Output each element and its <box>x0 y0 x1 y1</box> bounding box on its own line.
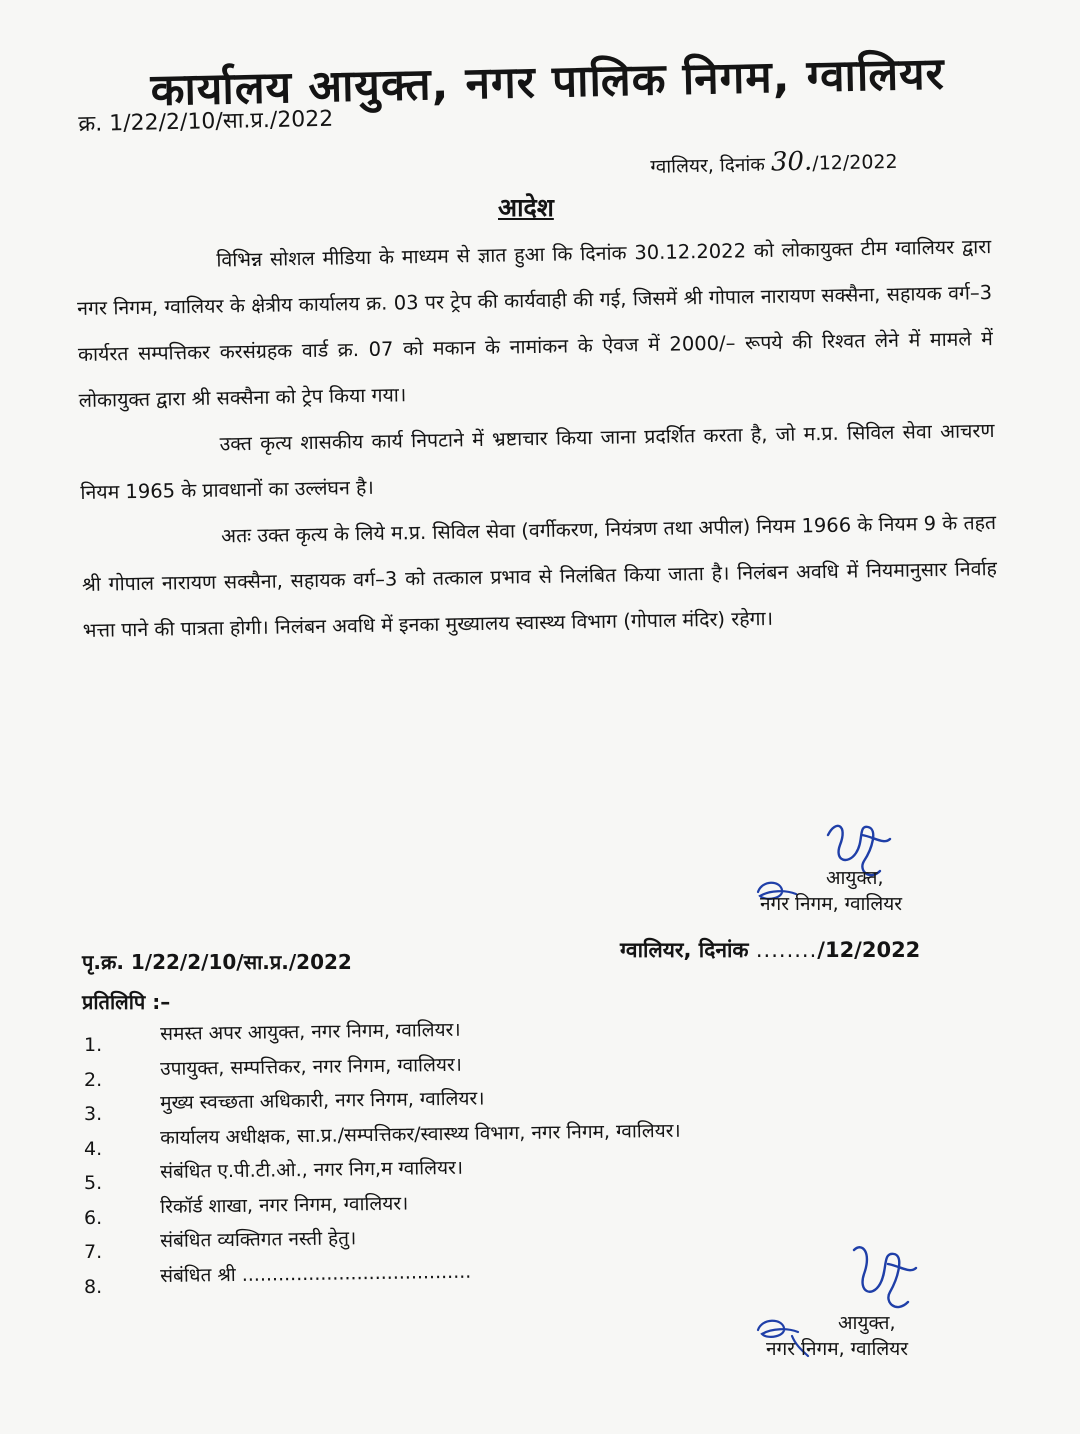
list-item-text: संबंधित श्री ...................................... <box>160 1260 472 1287</box>
issue-date <box>650 145 898 180</box>
signatory-designation: आयुक्त, <box>826 867 884 889</box>
list-item <box>82 1020 982 1055</box>
copy-date-prefix: ग्वालियर, दिनांक <box>620 938 756 962</box>
paragraph-1: विभिन्न सोशल मीडिया के माध्यम से ज्ञात हुआ कि दिनांक 30.12.2022 को लोकायुक्त टीम ग्वालियर द्वारा नगर निगम, ग्वालियर के क्षेत्रीय कार्यालय क्र. 03 पर ट्रेप की कार्यवाही की गई, जिसमें श्री गोपाल नारायण सक्सैना, सहायक वर्ग–3 कार्यरत सम्पत्तिकर करसंग्रहक वार्ड क्र. 07 को मकान के नामांकन के ऐवज में 2000/– रूपये की रिश्वत लेने में मामले में लोकायुक्त द्वारा श्री सक्सैना को ट्रेप किया गया। <box>76 235 994 412</box>
copy-date <box>620 936 920 964</box>
order-body <box>76 224 998 654</box>
paragraph-3: अतः उक्त कृत्य के लिये म.प्र. सिविल सेवा (वर्गीकरण, नियंत्रण तथा अपील) नियम 1966 के नियम 9 के तहत श्री गोपाल नारायण सक्सैना, सहायक वर्ग–3 को तत्काल प्रभाव से निलंबित किया जाता है। निलंबन अवधि में नियमानुसार निर्वाह भत्ता पाने की पात्रता होगी। निलंबन अवधि में इनका मुख्यालय स्वास्थ्य विभाग (गोपाल मंदिर) रहेगा। <box>81 510 998 642</box>
list-item-number: 5. <box>84 1172 103 1194</box>
list-item-number: 2. <box>84 1068 103 1091</box>
reference-number: क्र. 1/22/2/10/सा.प्र./2022 <box>78 106 334 137</box>
list-item <box>82 1158 982 1193</box>
date-suffix: /12/2022 <box>812 150 898 175</box>
paragraph-2: उक्त कृत्य शासकीय कार्य निपटाने में भ्रष्टाचार किया जाना प्रदर्शित करता है, जो म.प्र. सिविल सेवा आचरण नियम 1965 के प्रावधानों का उल्लंघन है। <box>80 419 995 504</box>
handwritten-day: 30. <box>770 146 813 178</box>
list-item-text: संबंधित ए.पी.टी.ओ., नगर निग,म ग्वालियर। <box>160 1156 464 1183</box>
list-item-text: उपायुक्त, सम्पत्तिकर, नगर निगम, ग्वालियर। <box>160 1053 463 1080</box>
copy-date-blank: ........ <box>755 938 818 962</box>
date-prefix: ग्वालियर, दिनांक <box>650 153 772 178</box>
list-item-number: 6. <box>84 1206 103 1229</box>
copy-reference-number: पृ.क्र. 1/22/2/10/सा.प्र./2022 <box>82 950 352 974</box>
list-item-number: 3. <box>84 1103 103 1125</box>
copy-date-suffix: /12/2022 <box>817 938 921 962</box>
list-item <box>82 1119 982 1160</box>
list-item-text: समस्त अपर आयुक्त, नगर निगम, ग्वालियर। <box>160 1018 461 1045</box>
list-item-text: संबंधित व्यक्तिगत नस्ती हेतु। <box>160 1227 357 1252</box>
list-item-number: 1. <box>84 1034 103 1056</box>
signatory-office: नगर निगम, ग्वालियर <box>760 893 903 915</box>
list-item <box>82 1193 982 1228</box>
office-title: कार्यालय आयुक्त, नगर पालिक निगम, ग्वालियर <box>150 48 946 116</box>
order-heading: आदेश <box>498 193 554 222</box>
list-item-text: कार्यालय अधीक्षक, सा.प्र./सम्पत्तिकर/स्वास्थ्य विभाग, नगर निगम, ग्वालियर। <box>160 1119 681 1149</box>
signatory-office: नगर निगम, ग्वालियर <box>766 1338 909 1360</box>
list-item-text: मुख्य स्वच्छता अधिकारी, नगर निगम, ग्वालियर। <box>160 1087 485 1114</box>
copy-heading: प्रतिलिपि :– <box>82 990 171 1014</box>
list-item-number: 7. <box>84 1241 103 1263</box>
signature-2-icon <box>842 1240 922 1318</box>
list-item-number: 8. <box>84 1275 103 1298</box>
signatory-designation: आयुक्त, <box>838 1312 896 1334</box>
list-item-number: 4. <box>84 1137 103 1160</box>
list-item-text: रिकॉर्ड शाखा, नगर निगम, ग्वालियर। <box>160 1192 409 1218</box>
signature-block-2 <box>766 1310 908 1362</box>
signature-block-1 <box>760 865 902 917</box>
list-item <box>82 1055 982 1090</box>
